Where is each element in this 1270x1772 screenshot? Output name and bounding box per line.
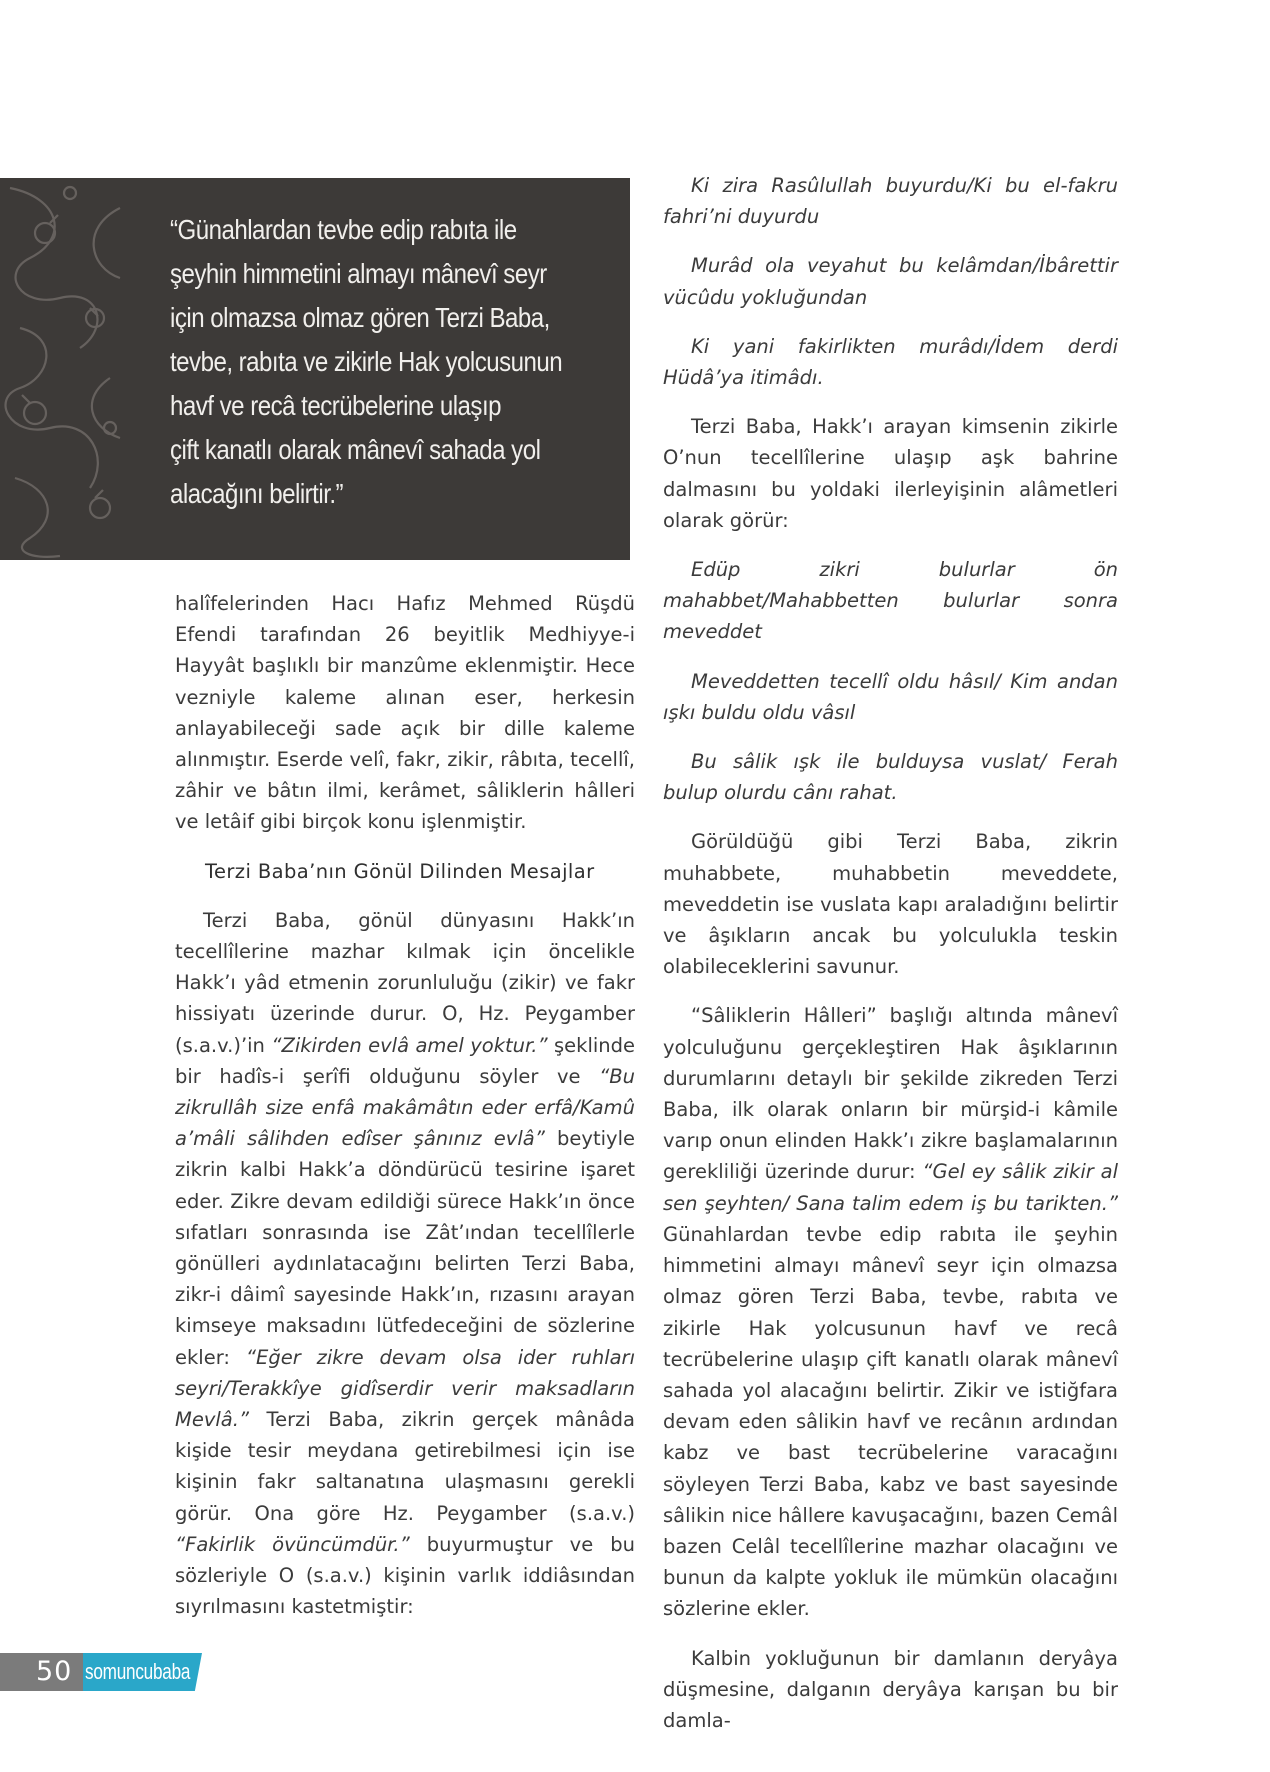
verse: Edüp zikri bulurlar ön mahabbet/Mahabbetten bulurlar sonra meveddet bbox=[663, 558, 1118, 644]
verse-quote: “Gel ey sâlik zikir al sen şeyhten/ Sana talim edem iş bu tarikten.” bbox=[663, 1160, 1118, 1215]
hadith-quote: “Fakirlik övüncümdür.” bbox=[175, 1532, 410, 1556]
paragraph: Terzi Baba, Hakk’ı arayan kimsenin zikirle O’nun tecellîlerine ulaşıp aşk bahrine dalmasını bu yoldaki ilerleyişinin alâmetleri olarak görür: bbox=[663, 415, 1118, 532]
verse: Murâd ola veyahut bu kelâmdan/İbârettir vücûdu yokluğundan bbox=[663, 254, 1118, 309]
magazine-brand: somuncubaba bbox=[85, 1659, 191, 1684]
verse: Meveddetten tecellî oldu hâsıl/ Kim andan ışkı buldu oldu vâsıl bbox=[663, 669, 1118, 724]
verse: Ki yani fakirlikten murâdı/İdem derdi Hüdâ’ya itimâdı. bbox=[663, 334, 1118, 390]
page-number: 50 bbox=[36, 1656, 73, 1687]
verse: Ki zira Rasûlullah buyurdu/Ki bu el-fakru fahri’ni duyurdu bbox=[663, 174, 1118, 229]
floral-ornament bbox=[0, 178, 130, 560]
paragraph: “Sâliklerin Hâlleri” başlığı altında mânevî yolculuğunu gerçekleştiren Hak âşıklarının durumlarını detaylı bir şekilde zikreden Terzi Baba, ilk olarak onların bir mürşid-i kâmile varıp onun elinden Hakk’ı zikre başlamalarının gerekliliği üzerinde durur: “Gel ey sâlik zikir al sen şeyhten/ Sana talim edem iş bu tarikten.” Günahlardan tevbe edip rabıta ile şeyhin himmetini almayı mânevî seyr için olmazsa olmaz gören Terzi Baba, tevbe, rabıta ve zikirle Hak yolcusunun havf ve recâ tecrübelerine ulaşıp çift kanatlı olarak mânevî sahada yol alacağını belirtir. Zikir ve istiğfara devam eden sâlikin havf ve recânın ardından kabz ve bast tecrübelerine varacağını söyleyen Terzi Baba, kabz ve bast sayesinde sâlikin nice hâllere kavuşacağını, bazen Cemâl bazen Celâl tecellîlerine mazhar olacağını ve bunun da kalpte yokluk ile mümkün olacağını sözlerine ekler. bbox=[663, 1004, 1118, 1621]
paragraph: Kalbin yokluğunun bir damlanın deryâya düşmesine, dalganın deryâya karışan bu bir damla- bbox=[663, 1646, 1118, 1732]
paragraph: Terzi Baba, gönül dünyasını Hakk’ın tecellîlerine mazhar kılmak için öncelikle Hakk’ı yâd etmenin zorunluluğu (zikir) ve fakr hissiyatı üzerinde durur. O, Hz. Peygamber (s.a.v.)’in “Zikirden evlâ amel yoktur.” şeklinde bir hadîs-i şerîfi olduğunu söyler ve “Bu zikrullâh size enfâ makâmâtın eder erfâ/Kamû a’mâli sâlihden edîser şânınız evlâ” beytiyle zikrin kalbi Hakk’a döndürücü tesirine işaret eder. Zikre devam edildiği sürece Hakk’ın önce sıfatları sonrasında ise Zât’ından tecellîlerle gönülleri aydınlatacağını belirten Terzi Baba, zikr-i dâimî sayesinde Hakk’ın, rızasını arayan kimseye maksadını lütfedeceğini de sözlerine ekler: “Eğer zikre devam olsa ider ruhları seyri/Terakkîye gidîserdir verir maksadların Mevlâ.” Terzi Baba, zikrin gerçek mânâda kişide tesir meydana getirebilmesi için ise kişinin fakr saltanatına ulaşmasını gerekli görür. Ona göre Hz. Peygamber (s.a.v.) “Fakirlik övüncümdür.” buyurmuştur ve bu sözleriyle O (s.a.v.) kişinin varlık iddiâsından sıyrılmasını kastetmiştir: bbox=[175, 908, 636, 1619]
pull-quote-box bbox=[0, 178, 630, 560]
pull-quote-text: “Günahlardan tevbe edip rabıta ile şeyhin himmetini almayı mânevî seyr için olmazsa olmaz gören Terzi Baba, tevbe, rabıta ve zikirle Hak yolcusunun havf ve recâ tecrübelerine ulaşıp çift kanatlı olarak mânevî sahada yol alacağını belirtir.” bbox=[170, 214, 563, 509]
hadith-quote: “Zikirden evlâ amel yoktur.” bbox=[271, 1033, 548, 1057]
paragraph: halîfelerinden Hacı Hafız Mehmed Rüşdü Efendi tarafından 26 beyitlik Medhiyye-i Hayyât başlıklı bir manzûme eklenmiştir. Hece vezniyle kaleme alınan eser, herkesin anlayabileceği sade açık bir dille kaleme alınmıştır. Eserde velî, fakr, zikir, râbıta, tecellî, zâhir ve bâtın ilmi, kerâmet, sâliklerin hâlleri ve letâif gibi birçok konu işlenmiştir. bbox=[175, 592, 635, 834]
paragraph: Görüldüğü gibi Terzi Baba, zikrin muhabbete, muhabbetin meveddete, meveddetin ise vuslata kapı araladığını belirtir ve âşıkların ancak bu yolculukla teskin olabileceklerini savunur. bbox=[663, 830, 1118, 979]
verse-quote: “Bu zikrullâh size enfâ makâmâtın eder erfâ/Kamû a’mâli sâlihden edîser şânınız evlâ” bbox=[175, 1064, 635, 1151]
verse-quote: “Eğer zikre devam olsa ider ruhları seyri/Terakkîye gidîserdir verir maksadların Mevlâ.” bbox=[175, 1345, 635, 1432]
verse: Bu sâlik ışk ile bulduysa vuslat/ Ferah bulup olurdu cânı rahat. bbox=[663, 750, 1118, 805]
left-column bbox=[175, 588, 635, 1641]
section-heading: Terzi Baba’nın Gönül Dilinden Mesajlar bbox=[205, 859, 595, 883]
right-column bbox=[663, 170, 1118, 1754]
